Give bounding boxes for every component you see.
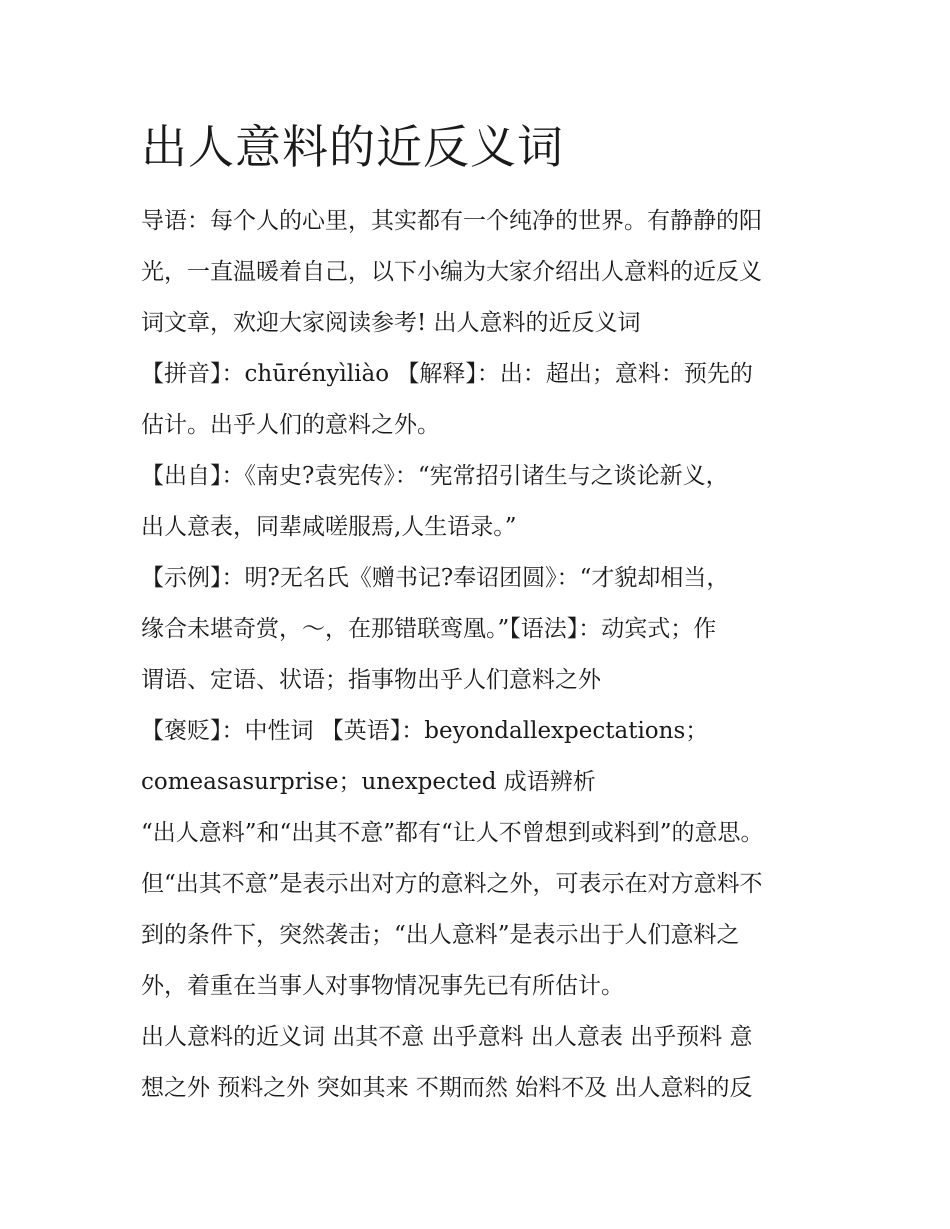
text-line: 谓语、定语、状语；指事物出乎人们意料之外 <box>141 667 601 693</box>
document-body <box>141 196 821 1114</box>
text-line: 光，一直温暖着自己，以下小编为大家介绍出人意料的近反义 <box>141 259 762 285</box>
text-line: 缘合未堪奇赏，～，在那错联鸾凰。”【语法】：动宾式；作 <box>141 616 717 642</box>
text-line: 词文章，欢迎大家阅读参考! 出人意料的近反义词 <box>141 310 641 336</box>
text-line: 想之外 预料之外 突如其来 不期而然 始料不及 出人意料的反 <box>141 1075 753 1101</box>
text-line: 估计。出乎人们的意料之外。 <box>141 412 440 438</box>
text-line: comeasasurprise；unexpected 成语辨析 <box>141 769 596 795</box>
text-line: 但“出其不意”是表示出对方的意料之外，可表示在对方意料不 <box>141 871 763 897</box>
text-line: 导语：每个人的心里，其实都有一个纯净的世界。有静静的阳 <box>141 208 762 234</box>
document-title: 出人意料的近反义词 <box>141 120 564 174</box>
text-line: 到的条件下，突然袭击；“出人意料”是表示出于人们意料之 <box>141 922 740 948</box>
text-line: 出人意料的近义词 出其不意 出乎意料 出人意表 出乎预料 意 <box>141 1024 753 1050</box>
text-line: 出人意表，同辈咸嗟服焉,人生语录。” <box>141 514 517 540</box>
text-line: 【拼音】：chūrényìliào 【解释】：出：超出；意料：预先的 <box>141 361 753 387</box>
text-line: 【示例】：明?无名氏《赠书记?奉诏团圆》：“才貌却相当， <box>141 565 730 591</box>
text-line: “出人意料”和“出其不意”都有“让人不曾想到或料到”的意思。 <box>141 820 764 846</box>
text-line: 【出自】：《南史?袁宪传》：“宪常招引诸生与之谈论新义， <box>141 463 729 489</box>
text-line: 外，着重在当事人对事物情况事先已有所估计。 <box>141 973 624 999</box>
text-line: 【褒贬】：中性词 【英语】：beyondallexpectations； <box>141 718 709 744</box>
